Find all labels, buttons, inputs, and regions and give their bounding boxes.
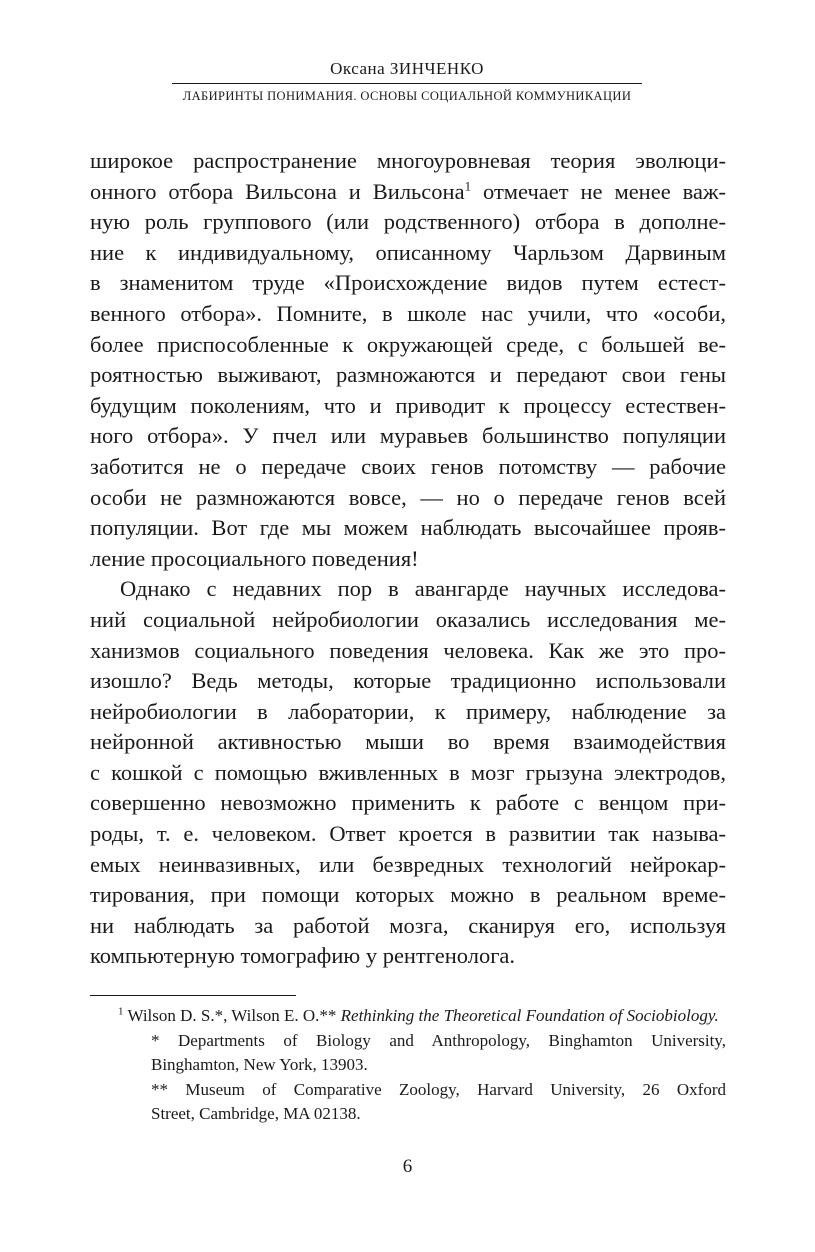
running-header [172, 58, 642, 104]
footnote-title: Rethinking the Theoretical Foundation of Sociobiology. [340, 1006, 719, 1025]
author-name: Оксана ЗИНЧЕНКО [330, 59, 484, 78]
text-line: заботится не о передаче своих генов потомству — рабочие [90, 453, 726, 479]
paragraph-2 [90, 574, 726, 972]
header-rule [172, 83, 642, 84]
text-line: венного отбора». Помните, в школе нас учили, что «особи, [90, 300, 726, 326]
text-line: ление просоциального поведения! [90, 545, 419, 571]
text-line: более приспособленные к окружающей среде, с большей ве- [90, 331, 726, 357]
text-line: ную роль группового (или родственного) отбора в дополне- [90, 209, 726, 235]
text-line: ние к индивидуальному, описанному Чарльзом Дарвиным [90, 239, 726, 265]
footnote-authors: Wilson D. S.*, Wilson E. O.** [127, 1006, 337, 1025]
text-line: будущим поколениям, что и приводит к процессу естествен- [90, 392, 726, 418]
text-line: компьютерную томографию у рентгенолога. [90, 943, 516, 969]
text-line: широкое распространение многоуровневая теория эволюци- [90, 148, 726, 173]
page-number: 6 [402, 1156, 413, 1177]
footnote-affiliation-2: ** Museum of Comparative Zoology, Harvard University, 26 Oxford [151, 1079, 726, 1099]
text-line: изошло? Ведь методы, которые традиционно использовали [90, 668, 726, 694]
footnote-rule [90, 995, 296, 996]
text-line: емых неинвазивных, или безвредных технологий нейрокар- [90, 851, 726, 877]
text-line: нейробиологии в лаборатории, к примеру, наблюдение за [90, 698, 726, 724]
text-line: онного отбора Вильсона и Вильсона$^1$ отмечает не менее важ- [90, 178, 726, 204]
text-line: нейронной активностью мыши во время взаимодействия [90, 729, 726, 755]
text-line: особи не размножаются вовсе, — но о передаче генов всей [90, 484, 726, 510]
text-line: тирования, при помощи которых можно в реальном време- [90, 882, 726, 908]
text-line: с кошкой с помощью вживленных в мозг грызуна электродов, [90, 759, 726, 785]
footnote-affiliation-1-cont: Binghamton, New York, 13903. [151, 1055, 368, 1074]
text-line: популяции. Вот где мы можем наблюдать высочайшее прояв- [90, 515, 726, 541]
text-line: роятностью выживают, размножаются и передают свои гены [90, 362, 726, 388]
main-text [90, 146, 726, 972]
text-line: совершенно невозможно применить к работе с венцом при- [90, 790, 726, 816]
footnote-affiliation-1: * Departments of Biology and Anthropology, Binghamton University, [151, 1030, 726, 1050]
text-line: ного отбора». У пчел или муравьев большинство популяции [90, 423, 726, 449]
text-line: роды, т. е. человеком. Ответ кроется в развитии так называ- [90, 821, 726, 847]
footnote-1 [118, 1004, 726, 1029]
footnote-marker: 1 [118, 1005, 124, 1018]
text-line: Однако с недавних пор в авангарде научных исследова- [120, 576, 726, 602]
text-line: ханизмов социального поведения человека. Как же это про- [90, 637, 726, 663]
footnote-reference[interactable]: 1 [464, 178, 472, 194]
paragraph-1 [90, 146, 726, 574]
footnote-affiliation-2-cont: Street, Cambridge, MA 02138. [151, 1104, 361, 1123]
book-title: ЛАБИРИНТЫ ПОНИМАНИЯ. ОСНОВЫ СОЦИАЛЬНОЙ КОММУНИКАЦИИ [182, 89, 632, 103]
text-line: в знаменитом труде «Происхождение видов путем естест- [90, 270, 726, 296]
text-line: ни наблюдать за работой мозга, сканируя его, используя [90, 912, 726, 938]
text-line: ний социальной нейробиологии оказались исследования ме- [90, 606, 726, 632]
footnotes [118, 1004, 726, 1127]
